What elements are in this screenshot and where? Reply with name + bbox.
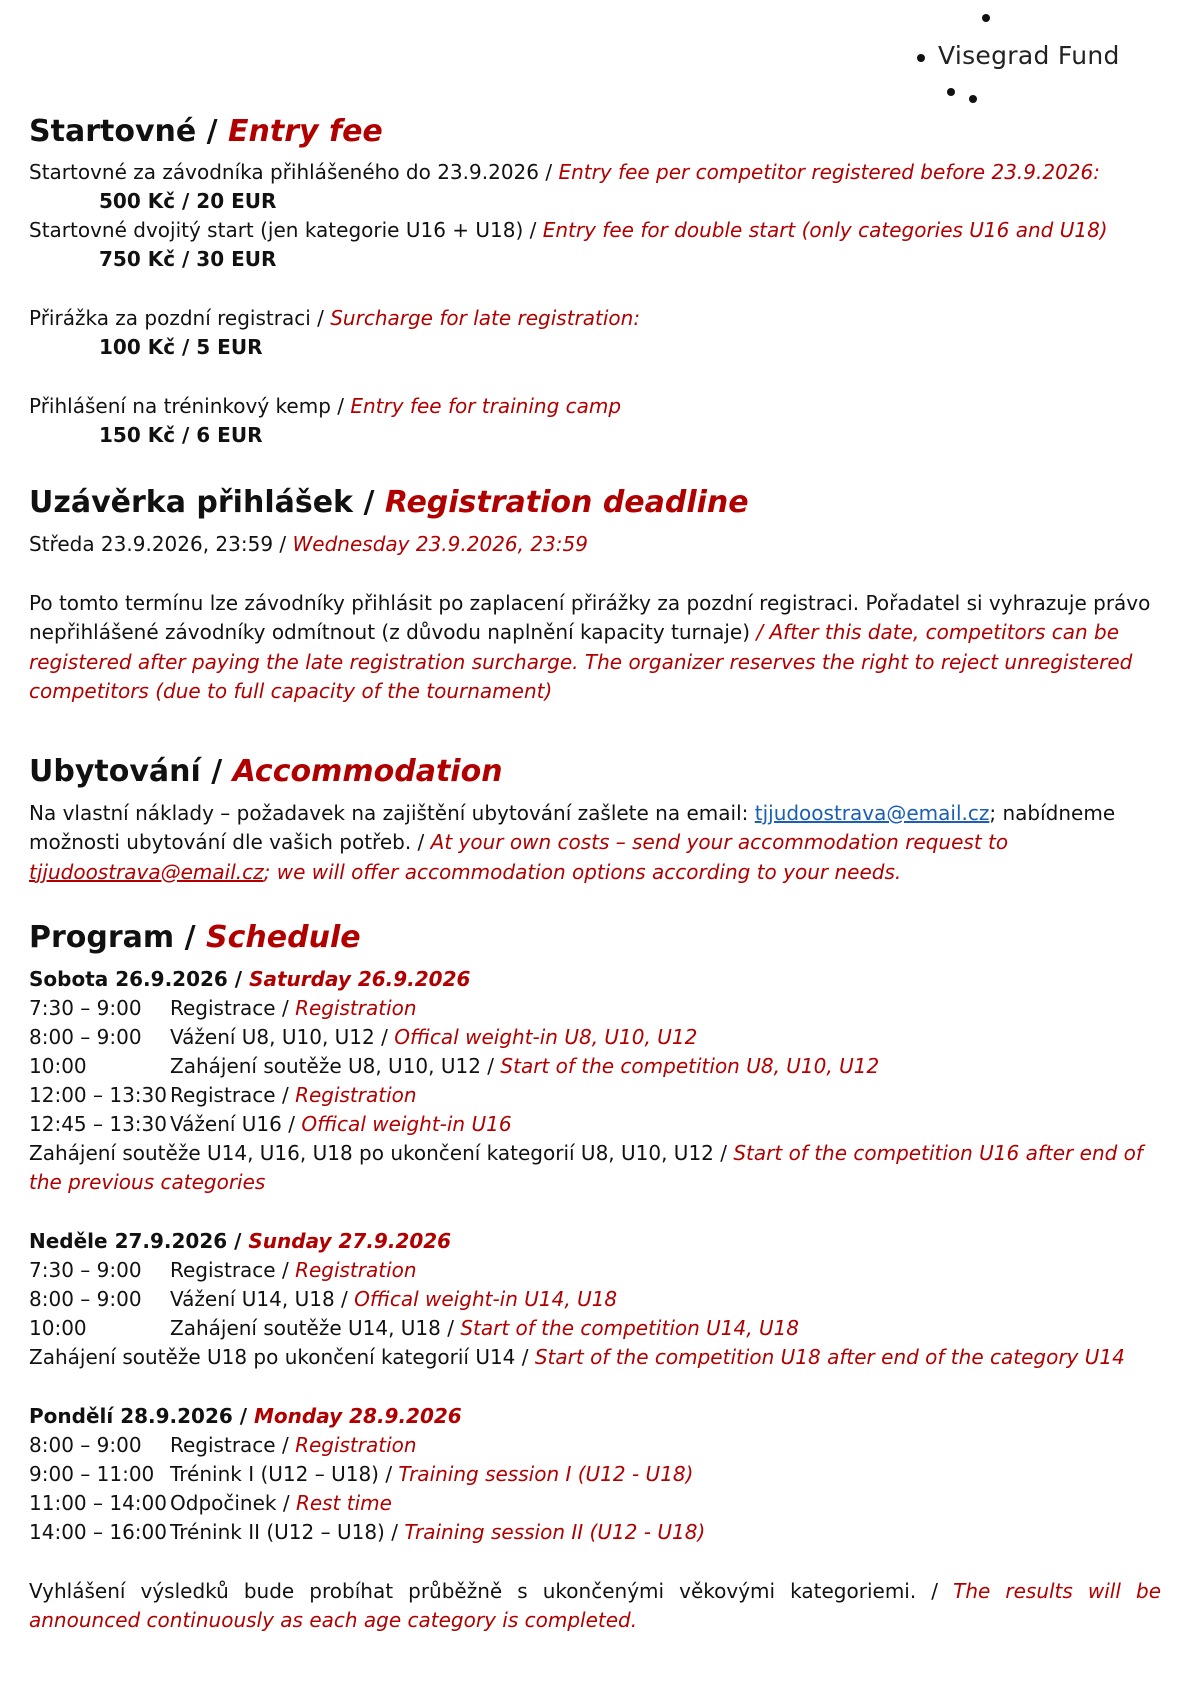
fee-line-4 [29, 392, 621, 421]
schedule-row [29, 1110, 512, 1139]
row-cz: Trénink I (U12 – U18) / [170, 1462, 399, 1486]
row-en: Offical weight-in U14, U18 [354, 1287, 618, 1311]
row-en: Start of the competition U8, U10, U12 [500, 1054, 880, 1078]
schedule-row [29, 1285, 617, 1314]
row-en: Offical weight-in U8, U10, U12 [394, 1025, 698, 1049]
line-en: Wednesday 23.9.2026, 23:59 [292, 532, 588, 556]
schedule-row [29, 1431, 417, 1460]
row-en: Training session I (U12 - U18) [398, 1462, 694, 1486]
row-cz: Registrace / [170, 996, 296, 1020]
row-en: Training session II (U12 - U18) [404, 1520, 706, 1544]
row-en: Rest time [295, 1491, 392, 1515]
row-en: Registration [295, 1258, 417, 1282]
logo-dot-icon [947, 88, 955, 96]
row-time: 12:00 – 13:30 [29, 1083, 167, 1107]
heading-en: Registration deadline [384, 485, 749, 520]
schedule-row [29, 994, 417, 1023]
heading-cz: Ubytování / [29, 754, 233, 789]
row-time: 9:00 – 11:00 [29, 1462, 155, 1486]
logo-dot-icon [917, 54, 925, 62]
fee-line-1 [29, 158, 1100, 187]
row-time: 12:45 – 13:30 [29, 1112, 167, 1136]
note-en: Start of the competition U16 after end of the previous categories [29, 1141, 1143, 1195]
note-en: Start of the competition U18 after end of the category U14 [534, 1345, 1125, 1369]
row-en: Registration [295, 996, 417, 1020]
row-en: Registration [295, 1433, 417, 1457]
fee-value-1: 500 Kč / 20 EUR [99, 189, 277, 213]
day-title-cz: Neděle 27.9.2026 / [29, 1229, 249, 1253]
text-en: ; we will offer accommodation options according to your needs. [263, 859, 902, 884]
row-cz: Trénink II (U12 – U18) / [170, 1520, 405, 1544]
row-cz: Registrace / [170, 1258, 296, 1282]
line-en: Entry fee per competitor registered before 23.9.2026: [558, 160, 1100, 184]
day-title-en: Monday 28.9.2026 [254, 1404, 462, 1428]
heading-en: Entry fee [228, 114, 383, 149]
logo-text: Visegrad Fund [938, 41, 1120, 70]
heading-cz: Uzávěrka přihlášek / [29, 485, 385, 520]
note-en: / After this date, competitors can be registered after paying the late registration surcharge. The organizer reserves the right to reject unregistered competitors (due to full capacity of the tournament) [29, 620, 1133, 703]
line-cz: Středa 23.9.2026, 23:59 / [29, 532, 293, 556]
row-time: 8:00 – 9:00 [29, 1287, 142, 1311]
fee-line-3 [29, 304, 640, 333]
day-title-cz: Sobota 26.9.2026 / [29, 967, 250, 991]
line-en: Surcharge for late registration: [330, 306, 641, 330]
day-title-en: Sunday 27.9.2026 [248, 1229, 452, 1253]
line-en: Entry fee for double start (only categories U16 and U18) [542, 218, 1108, 242]
deadline-heading [29, 485, 749, 521]
row-time: 7:30 – 9:00 [29, 996, 142, 1020]
row-time: 7:30 – 9:00 [29, 1258, 142, 1282]
email-link[interactable]: tjjudoostrava@email.cz [29, 859, 264, 884]
row-cz: Vážení U16 / [170, 1112, 302, 1136]
deadline-date [29, 530, 588, 559]
row-en: Start of the competition U14, U18 [460, 1316, 800, 1340]
row-cz: Vážení U8, U10, U12 / [170, 1025, 395, 1049]
schedule-row [29, 1314, 799, 1343]
schedule-row [29, 1256, 417, 1285]
day-title [29, 1402, 462, 1431]
row-en: Registration [295, 1083, 417, 1107]
text-cz: ; nabídneme možnosti ubytování dle vašich potřeb. / [29, 801, 1116, 855]
row-cz: Zahájení soutěže U14, U18 / [170, 1316, 461, 1340]
line-cz: Startovné za závodníka přihlášeného do 23.9.2026 / [29, 160, 559, 184]
schedule-row [29, 1460, 693, 1489]
fee-line-2 [29, 216, 1108, 245]
day-title-cz: Pondělí 28.9.2026 / [29, 1404, 255, 1428]
fee-value-2: 750 Kč / 30 EUR [99, 247, 277, 271]
schedule-row [29, 1023, 697, 1052]
day-note [29, 1139, 1161, 1198]
day-note [29, 1343, 1125, 1372]
schedule-row [29, 1081, 417, 1110]
fee-value-4: 150 Kč / 6 EUR [99, 423, 263, 447]
day-title [29, 1227, 451, 1256]
row-cz: Zahájení soutěže U8, U10, U12 / [170, 1054, 501, 1078]
logo-dot-icon [982, 14, 990, 22]
note-en: The results will be announced continuously as each age category is completed. [29, 1579, 1161, 1633]
row-time: 8:00 – 9:00 [29, 1433, 142, 1457]
late-registration-note [29, 589, 1161, 706]
schedule-row [29, 1518, 705, 1547]
note-cz: Po tomto termínu lze závodníky přihlásit po zaplacení přirážky za pozdní registraci. Pořadatel si vyhrazuje právo nepřihlášené závodníky odmítnout (z důvodu naplnění kapacity turnaje) [29, 591, 1151, 645]
text-en: At your own costs – send your accommodation request to [430, 830, 1009, 855]
row-time: 11:00 – 14:00 [29, 1491, 167, 1515]
row-time: 14:00 – 16:00 [29, 1520, 167, 1544]
day-title [29, 965, 470, 994]
note-cz: Vyhlášení výsledků bude probíhat průběžně s ukončenými věkovými kategoriemi. / [29, 1579, 954, 1603]
row-cz: Vážení U14, U18 / [170, 1287, 355, 1311]
logo-dot-icon [969, 95, 977, 103]
day-title-en: Saturday 26.9.2026 [249, 967, 471, 991]
row-time: 8:00 – 9:00 [29, 1025, 142, 1049]
note-cz: Zahájení soutěže U18 po ukončení kategorií U14 / [29, 1345, 535, 1369]
row-cz: Registrace / [170, 1433, 296, 1457]
heading-en: Schedule [206, 920, 361, 955]
row-en: Offical weight-in U16 [301, 1112, 512, 1136]
email-link[interactable]: tjjudoostrava@email.cz [754, 801, 990, 825]
line-cz: Přihlášení na tréninkový kemp / [29, 394, 351, 418]
line-cz: Přirážka za pozdní registraci / [29, 306, 331, 330]
visegrad-fund-logo [900, 10, 1120, 110]
line-en: Entry fee for training camp [350, 394, 622, 418]
accommodation-text [29, 799, 1161, 887]
schedule-row [29, 1052, 879, 1081]
results-note [29, 1577, 1161, 1636]
entry-fee-heading [29, 114, 383, 150]
fee-value-3: 100 Kč / 5 EUR [99, 335, 263, 359]
text-cz: Na vlastní náklady – požadavek na zajištění ubytování zašlete na email: [29, 801, 755, 825]
accommodation-heading [29, 754, 503, 790]
row-cz: Odpočinek / [170, 1491, 296, 1515]
heading-cz: Startovné / [29, 114, 229, 149]
line-cz: Startovné dvojitý start (jen kategorie U16 + U18) / [29, 218, 543, 242]
row-time: 10:00 [29, 1054, 87, 1078]
schedule-heading [29, 920, 361, 956]
row-cz: Registrace / [170, 1083, 296, 1107]
heading-cz: Program / [29, 920, 207, 955]
schedule-row [29, 1489, 392, 1518]
row-time: 10:00 [29, 1316, 87, 1340]
heading-en: Accommodation [232, 754, 503, 789]
note-cz: Zahájení soutěže U14, U16, U18 po ukončení kategorií U8, U10, U12 / [29, 1141, 734, 1165]
